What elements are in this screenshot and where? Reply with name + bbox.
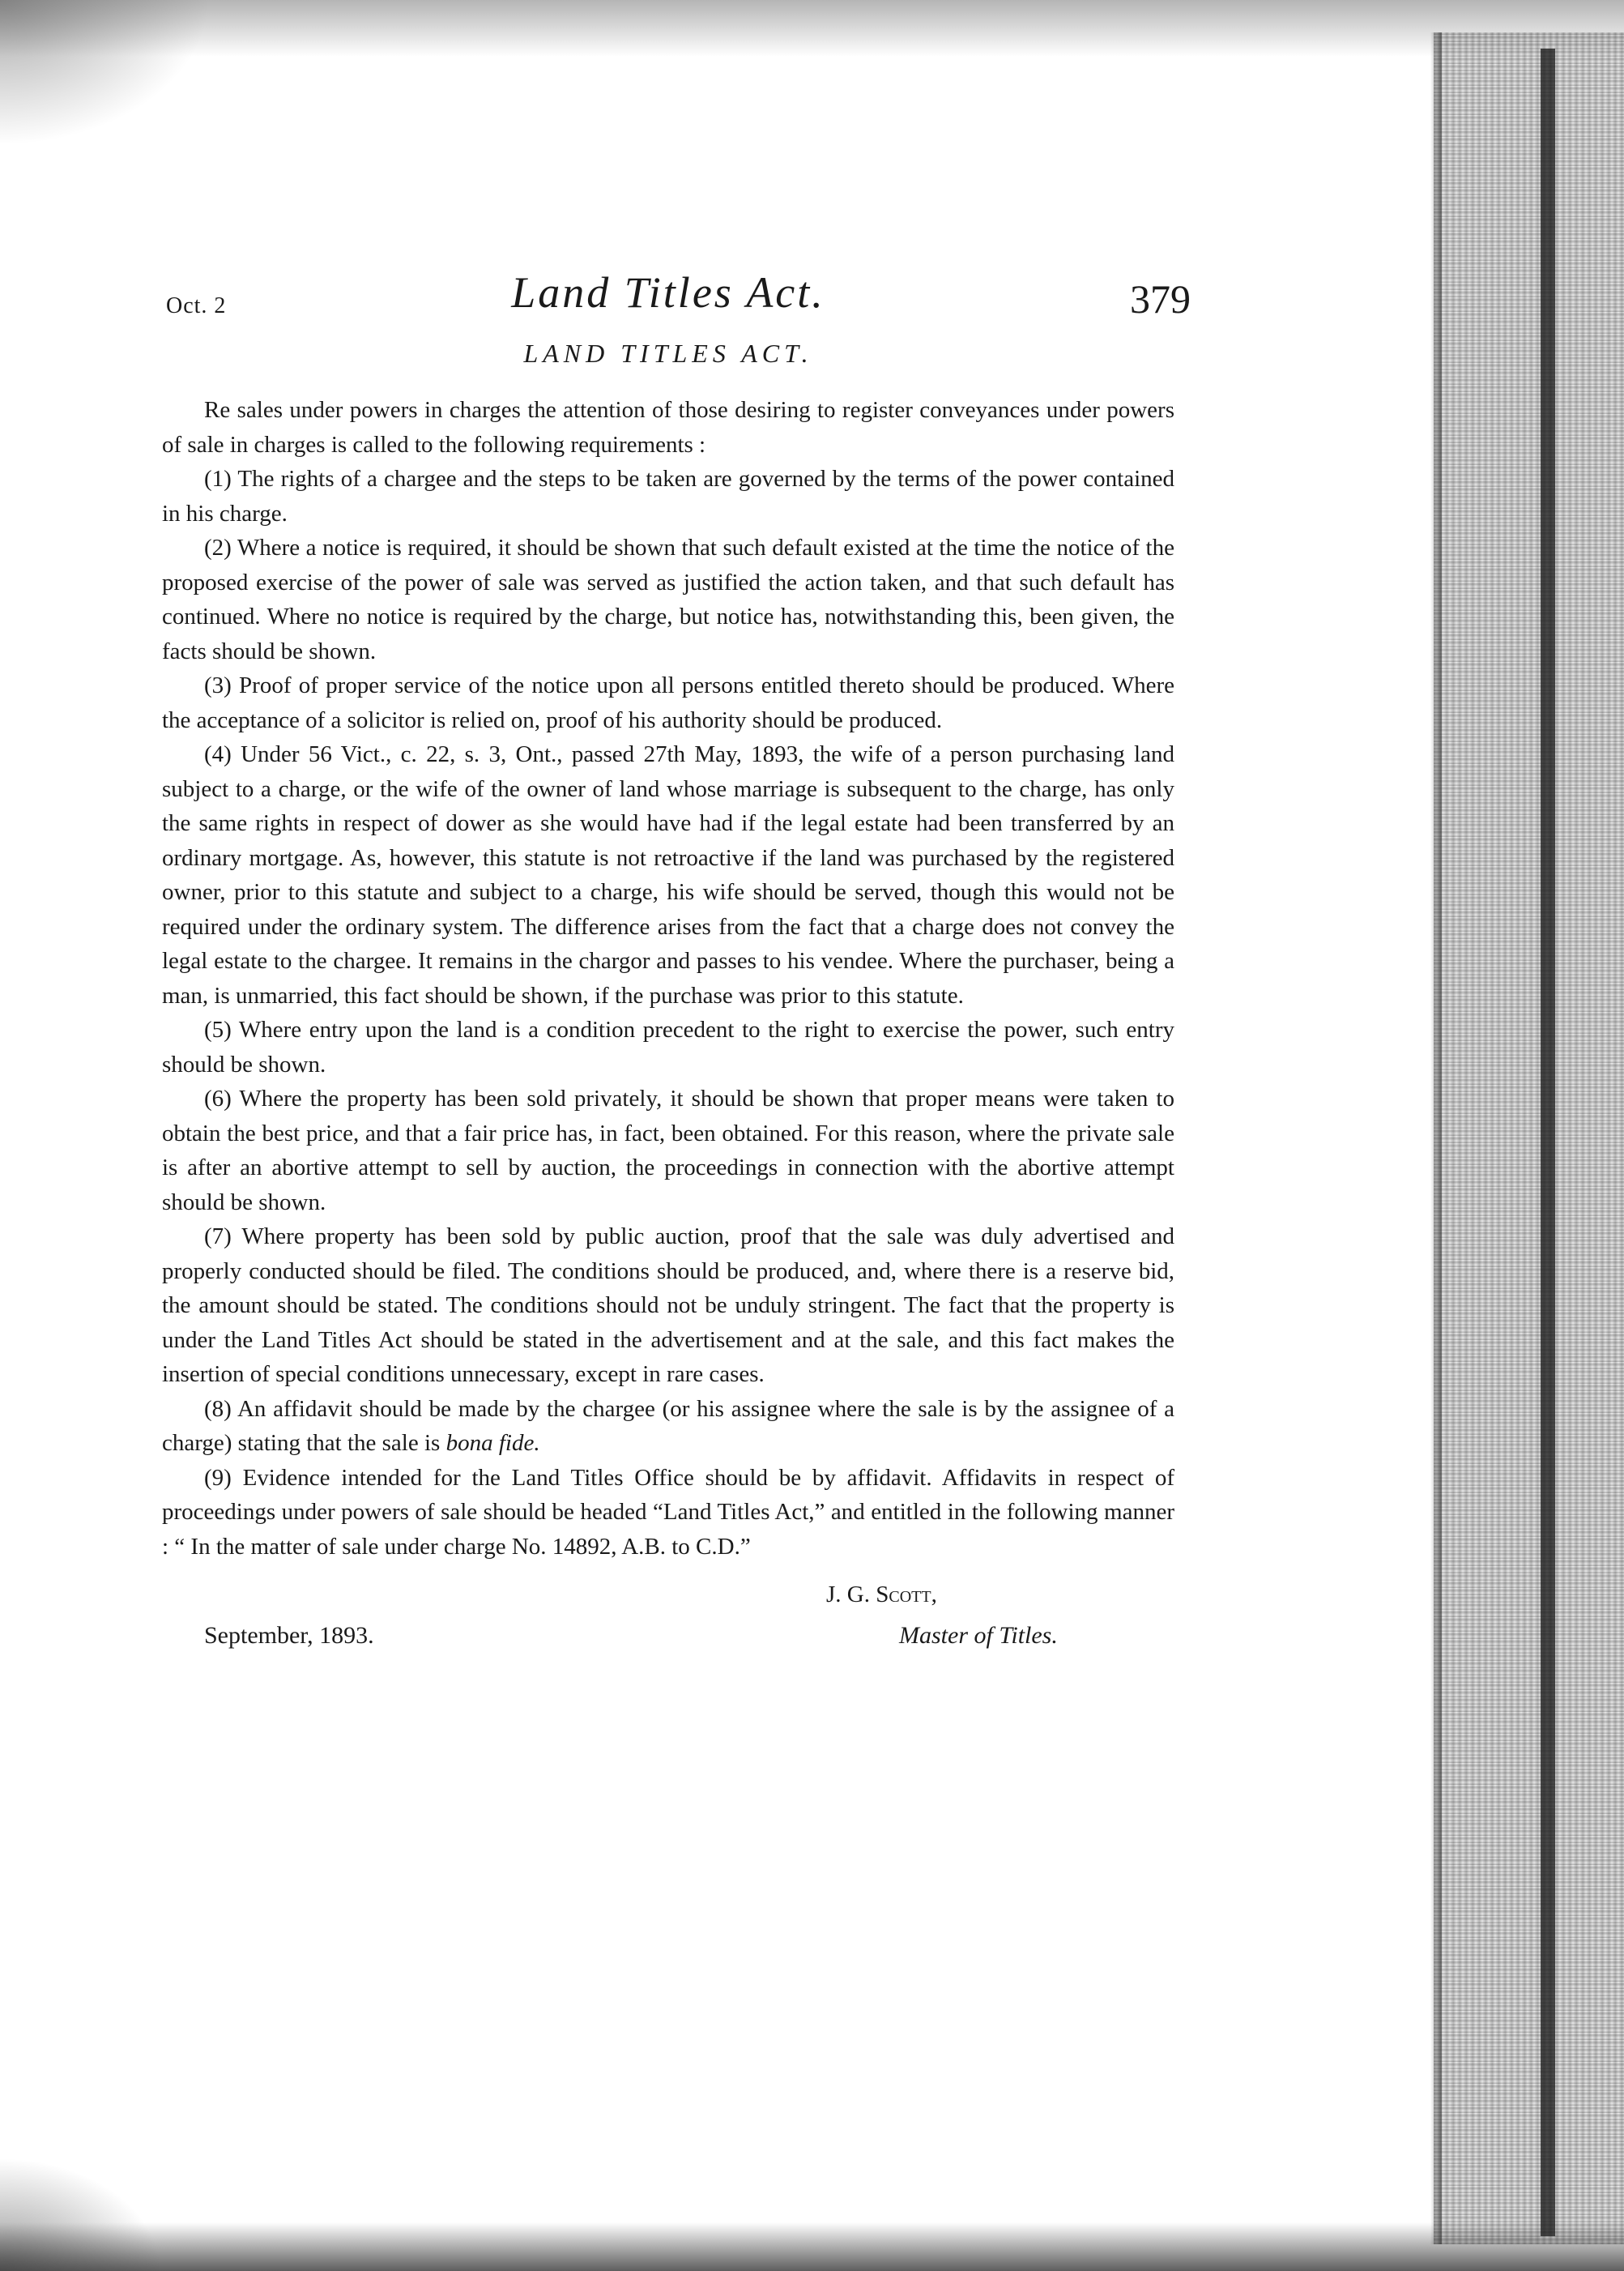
scan-binding-edge xyxy=(1434,32,1624,2244)
signature-block xyxy=(162,1582,1174,1687)
document-page xyxy=(162,243,1191,1687)
requirement-2: (2) Where a notice is required, it should be shown that such default existed at the time the notice of the proposed exercise of the power of sale was served as justified the action taken, and that such default has continued. Where no notice is required by the charge, but notice has, notwithstanding this, been given, the facts should be shown. xyxy=(162,535,1174,664)
requirement-1: (1) The rights of a chargee and the steps to be taken are governed by the terms of the power contained in his charge. xyxy=(162,466,1174,527)
section-title: LAND TITLES ACT. xyxy=(523,339,813,368)
requirement-5: (5) Where entry upon the land is a condition precedent to the right to exercise the power, such entry should be shown. xyxy=(162,1017,1174,1078)
requirement-8-text: (8) An affidavit should be made by the chargee (or his assignee where the sale is by the assignee of a charge) stating that the sale is xyxy=(162,1395,1174,1456)
signature-date: September, 1893. xyxy=(204,1622,374,1649)
requirement-8-italic: bona fide. xyxy=(445,1430,540,1456)
header-date: Oct. 2 xyxy=(166,293,227,318)
requirement-3: (3) Proof of proper service of the notice upon all persons entitled thereto should be produced. Where the acceptance of a solicitor is relied on, proof of his authority should be produced. xyxy=(162,672,1174,733)
signatory-name: J. G. Scott, xyxy=(826,1582,937,1607)
requirement-8 xyxy=(162,1392,1174,1461)
requirement-7: (7) Where property has been sold by public auction, proof that the sale was duly advertised and properly conducted should be filed. The conditions should be produced, and, where there is a reserve bid, the amount should be stated. The conditions should not be unduly stringent. The fact that the property is under the Land Titles Act should be stated in the advertisement and at the sale, and this fact makes the insertion of special conditions unnecessary, except in rare cases. xyxy=(162,1223,1174,1387)
requirement-4: (4) Under 56 Vict., c. 22, s. 3, Ont., passed 27th May, 1893, the wife of a person purchasing land subject to a charge, or the wife of the owner of land whose marriage is subsequent to the charge, has only the same rights in respect of dower as she would have had if the legal estate had been transferred by an ordinary mortgage. As, however, this statute is not retroactive if the land was purchased by the registered owner, prior to this statute and subject to a charge, his wife should be served, though this would not be required under the ordinary system. The difference arises from the fact that a charge does not convey the legal estate to the chargee. It remains in the chargor and passes to his vendee. Where the purchaser, being a man, is unmarried, this fact should be shown, if the purchase was prior to this statute. xyxy=(162,741,1174,1009)
signatory-title: Master of Titles. xyxy=(899,1622,1058,1649)
scan-corner-shadow xyxy=(0,0,211,146)
scan-bottom-corner-shadow xyxy=(0,2158,162,2271)
scan-page-fold xyxy=(1430,32,1442,2244)
scan-dark-strip xyxy=(1541,49,1555,2236)
requirement-6: (6) Where the property has been sold privately, it should be shown that proper means were taken to obtain the best price, and that a fair price has, in fact, been obtained. For this reason, where the private sale is after an abortive attempt to sell by auction, the proceedings in connection with the abortive attempt should be shown. xyxy=(162,1086,1174,1215)
intro-paragraph: Re sales under powers in charges the attention of those desiring to register conveyances under powers of sale in charges is called to the following requirements : xyxy=(162,397,1174,458)
scan-bottom-edge xyxy=(0,2222,1624,2271)
page-number: 379 xyxy=(1130,276,1191,322)
scan-top-edge xyxy=(0,0,1624,57)
body-text xyxy=(162,393,1174,1564)
header-title: Land Titles Act. xyxy=(511,268,825,317)
requirement-9: (9) Evidence intended for the Land Titles Office should be by affidavit. Affidavits in respect of proceedings under powers of sale should be headed “Land Titles Act,” and entitled in the following manner : “ In the matter of sale under charge No. 14892, A.B. to C.D.” xyxy=(162,1464,1174,1560)
running-head xyxy=(162,243,1191,332)
